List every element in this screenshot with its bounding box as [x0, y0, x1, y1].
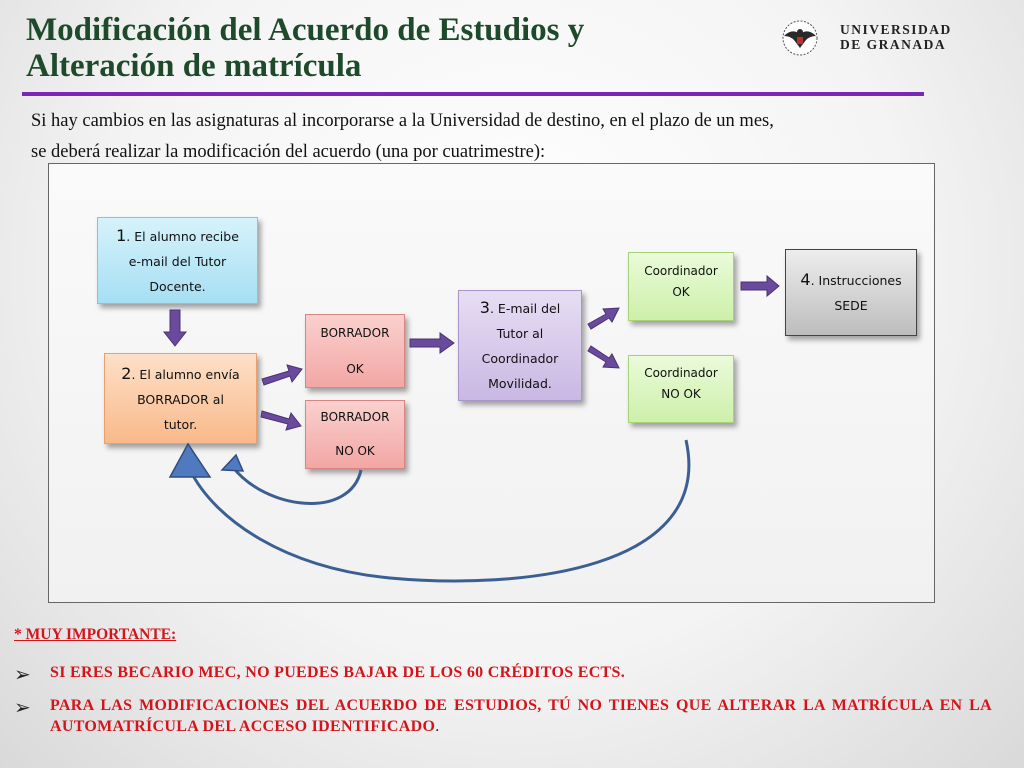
note-item-2: PARA LAS MODIFICACIONES DEL ACUERDO DE ESTUDIOS, TÚ NO TIENES QUE ALTERAR LA MATRÍCULA EN LA AUTOMATRÍCULA DEL ACCESO IDENTIFICADO	[50, 697, 992, 735]
step-1-text-a: . El alumno recibe	[126, 228, 239, 244]
step-3-box	[458, 290, 582, 401]
important-heading: * MUY IMPORTANTE:	[14, 626, 177, 643]
title-line-1: Modificación del Acuerdo de Estudios y	[26, 12, 585, 48]
coordinador-nook-label-b: NO OK	[661, 387, 701, 401]
coordinador-nook-box	[628, 355, 734, 423]
step-3-text-c: Coordinador	[481, 351, 559, 366]
borrador-ok-box	[305, 314, 405, 388]
list-item	[12, 695, 992, 737]
intro-line-2: se deberá realizar la modificación del acuerdo (una por cuatrimestre):	[31, 142, 546, 162]
step-4-number: 4	[800, 270, 811, 289]
list-item	[12, 662, 992, 686]
step-3-text-a: . E-mail del	[489, 301, 561, 316]
step-2-text-b: BORRADOR al	[137, 391, 224, 407]
note-item-2-end: .	[435, 718, 440, 735]
step-1-text-c: Docente.	[149, 278, 206, 294]
step-3-number: 3	[479, 298, 490, 317]
borrador-ok-label-a: BORRADOR	[320, 325, 390, 340]
step-4-text-b: SEDE	[834, 298, 868, 313]
arrow-bullet-icon: ➢	[14, 695, 31, 719]
coordinador-ok-label-b: OK	[672, 285, 690, 299]
university-logo	[770, 18, 970, 58]
page-title	[26, 12, 746, 84]
note-item-1: SI ERES BECARIO MEC, NO PUEDES BAJAR DE LOS 60 CRÉDITOS ECTS.	[50, 664, 626, 681]
step-1-text-b: e-mail del Tutor	[128, 253, 227, 269]
university-name-line-1: UNIVERSIDAD	[840, 22, 952, 37]
step-2-text-a: . El alumno envía	[131, 366, 240, 382]
coordinador-nook-label-a: Coordinador	[644, 366, 718, 380]
step-2-text-c: tutor.	[163, 416, 198, 432]
coordinador-ok-box	[628, 252, 734, 321]
title-divider	[22, 92, 924, 96]
step-1-number: 1	[116, 225, 127, 245]
step-1-box	[97, 217, 258, 304]
step-2-box	[104, 353, 257, 444]
borrador-nook-box	[305, 400, 405, 469]
title-line-2: Alteración de matrícula	[26, 48, 362, 84]
step-3-text-b: Tutor al	[496, 326, 544, 341]
university-name-line-2: DE GRANADA	[840, 37, 947, 52]
eagle-crest-icon	[770, 18, 830, 58]
borrador-nook-label-a: BORRADOR	[320, 410, 390, 425]
borrador-nook-label-b: NO OK	[335, 443, 375, 458]
intro-line-1: Si hay cambios en las asignaturas al incorporarse a la Universidad de destino, en el plazo de un mes,	[31, 111, 774, 131]
coordinador-ok-label-a: Coordinador	[644, 264, 718, 278]
step-4-text-a: . Instrucciones	[810, 273, 902, 288]
arrow-bullet-icon: ➢	[14, 662, 31, 686]
intro-text	[31, 106, 931, 168]
step-3-text-d: Movilidad.	[488, 376, 552, 391]
step-4-box	[785, 249, 917, 336]
borrador-ok-label-b: OK	[346, 361, 364, 376]
important-list	[12, 662, 992, 749]
step-2-number: 2	[121, 363, 132, 383]
